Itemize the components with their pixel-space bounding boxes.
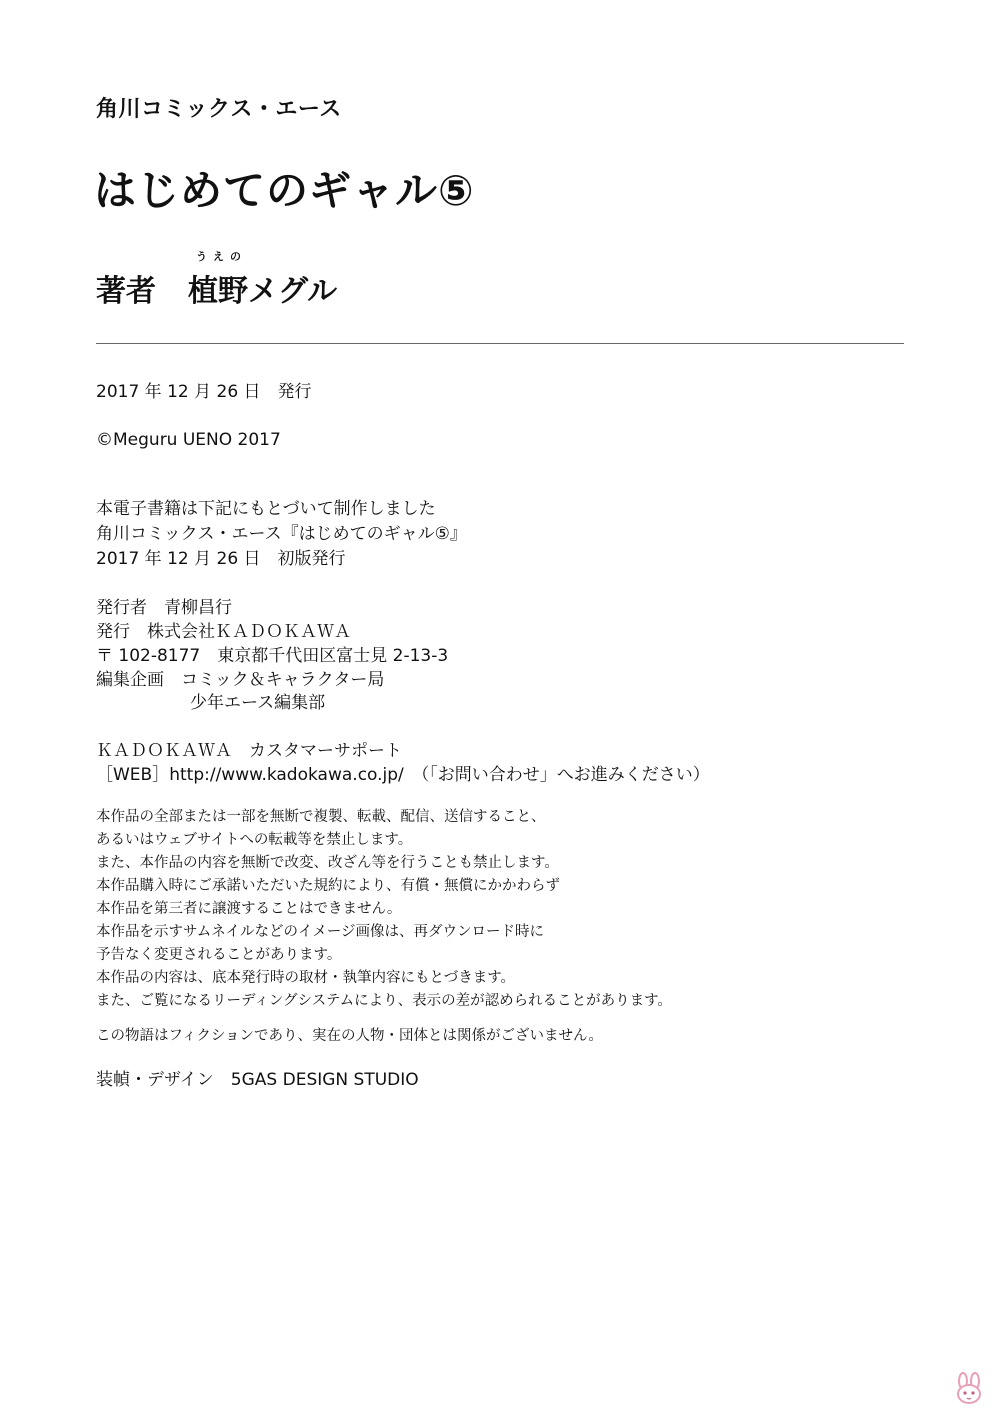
rabbit-logo-icon <box>952 1372 986 1406</box>
editorial-line: 少年エース編集部 <box>190 693 326 713</box>
support-title: ＫＡＤＯＫＡＷＡ カスタマーサポート <box>96 741 402 761</box>
source-note-line: 2017 年 12 月 26 日 初版発行 <box>96 549 346 569</box>
copyright: ©Meguru UENO 2017 <box>96 430 281 450</box>
author-ruby: うえの <box>196 250 247 263</box>
notice-line: 本作品を第三者に譲渡することはできません。 <box>96 901 402 917</box>
notice-line: 本作品の全部または一部を無断で複製、転載、配信、送信すること、 <box>96 809 546 825</box>
notice-line: あるいはウェブサイトへの転載等を禁止します。 <box>96 832 413 848</box>
notice-line: 予告なく変更されることがあります。 <box>96 947 342 963</box>
notice-line: また、本作品の内容を無断で改変、改ざん等を行うことも禁止します。 <box>96 855 559 871</box>
release-date: 2017 年 12 月 26 日 発行 <box>96 382 312 402</box>
author-name: 植野メグル <box>188 274 338 309</box>
address-line: 〒 102-8177 東京都千代田区富士見 2-13-3 <box>96 646 449 666</box>
source-note-line: 本電子書籍は下記にもとづいて制作しました <box>96 499 436 519</box>
fiction-note: この物語はフィクションであり、実在の人物・団体とは関係がございません。 <box>96 1028 603 1044</box>
book-title: はじめてのギャル⑤ <box>94 166 475 215</box>
source-note-line: 角川コミックス・エース『はじめてのギャル⑤』 <box>96 524 467 544</box>
editorial-line: 編集企画 コミック＆キャラクター局 <box>96 670 385 690</box>
design-credit: 装幀・デザイン 5GAS DESIGN STUDIO <box>96 1070 419 1090</box>
publisher-line: 発行 株式会社ＫＡＤＯＫＡＷＡ <box>96 622 351 642</box>
support-web: ［WEB］http://www.kadokawa.co.jp/ （「お問い合わせ」へお進みください） <box>96 765 710 785</box>
divider-rule <box>96 343 904 344</box>
author-label: 著者 <box>96 274 156 309</box>
issuer-line: 発行者 青柳昌行 <box>96 598 232 618</box>
notice-line: 本作品を示すサムネイルなどのイメージ画像は、再ダウンロード時に <box>96 924 545 940</box>
notice-line: 本作品購入時にご承諾いただいた規約により、有償・無償にかかわらず <box>96 878 560 894</box>
notice-line: また、ご覧になるリーディングシステムにより、表示の差が認められることがあります。 <box>96 993 672 1009</box>
notice-line: 本作品の内容は、底本発行時の取材・執筆内容にもとづきます。 <box>96 970 516 986</box>
series-name: 角川コミックス・エース <box>96 97 342 122</box>
